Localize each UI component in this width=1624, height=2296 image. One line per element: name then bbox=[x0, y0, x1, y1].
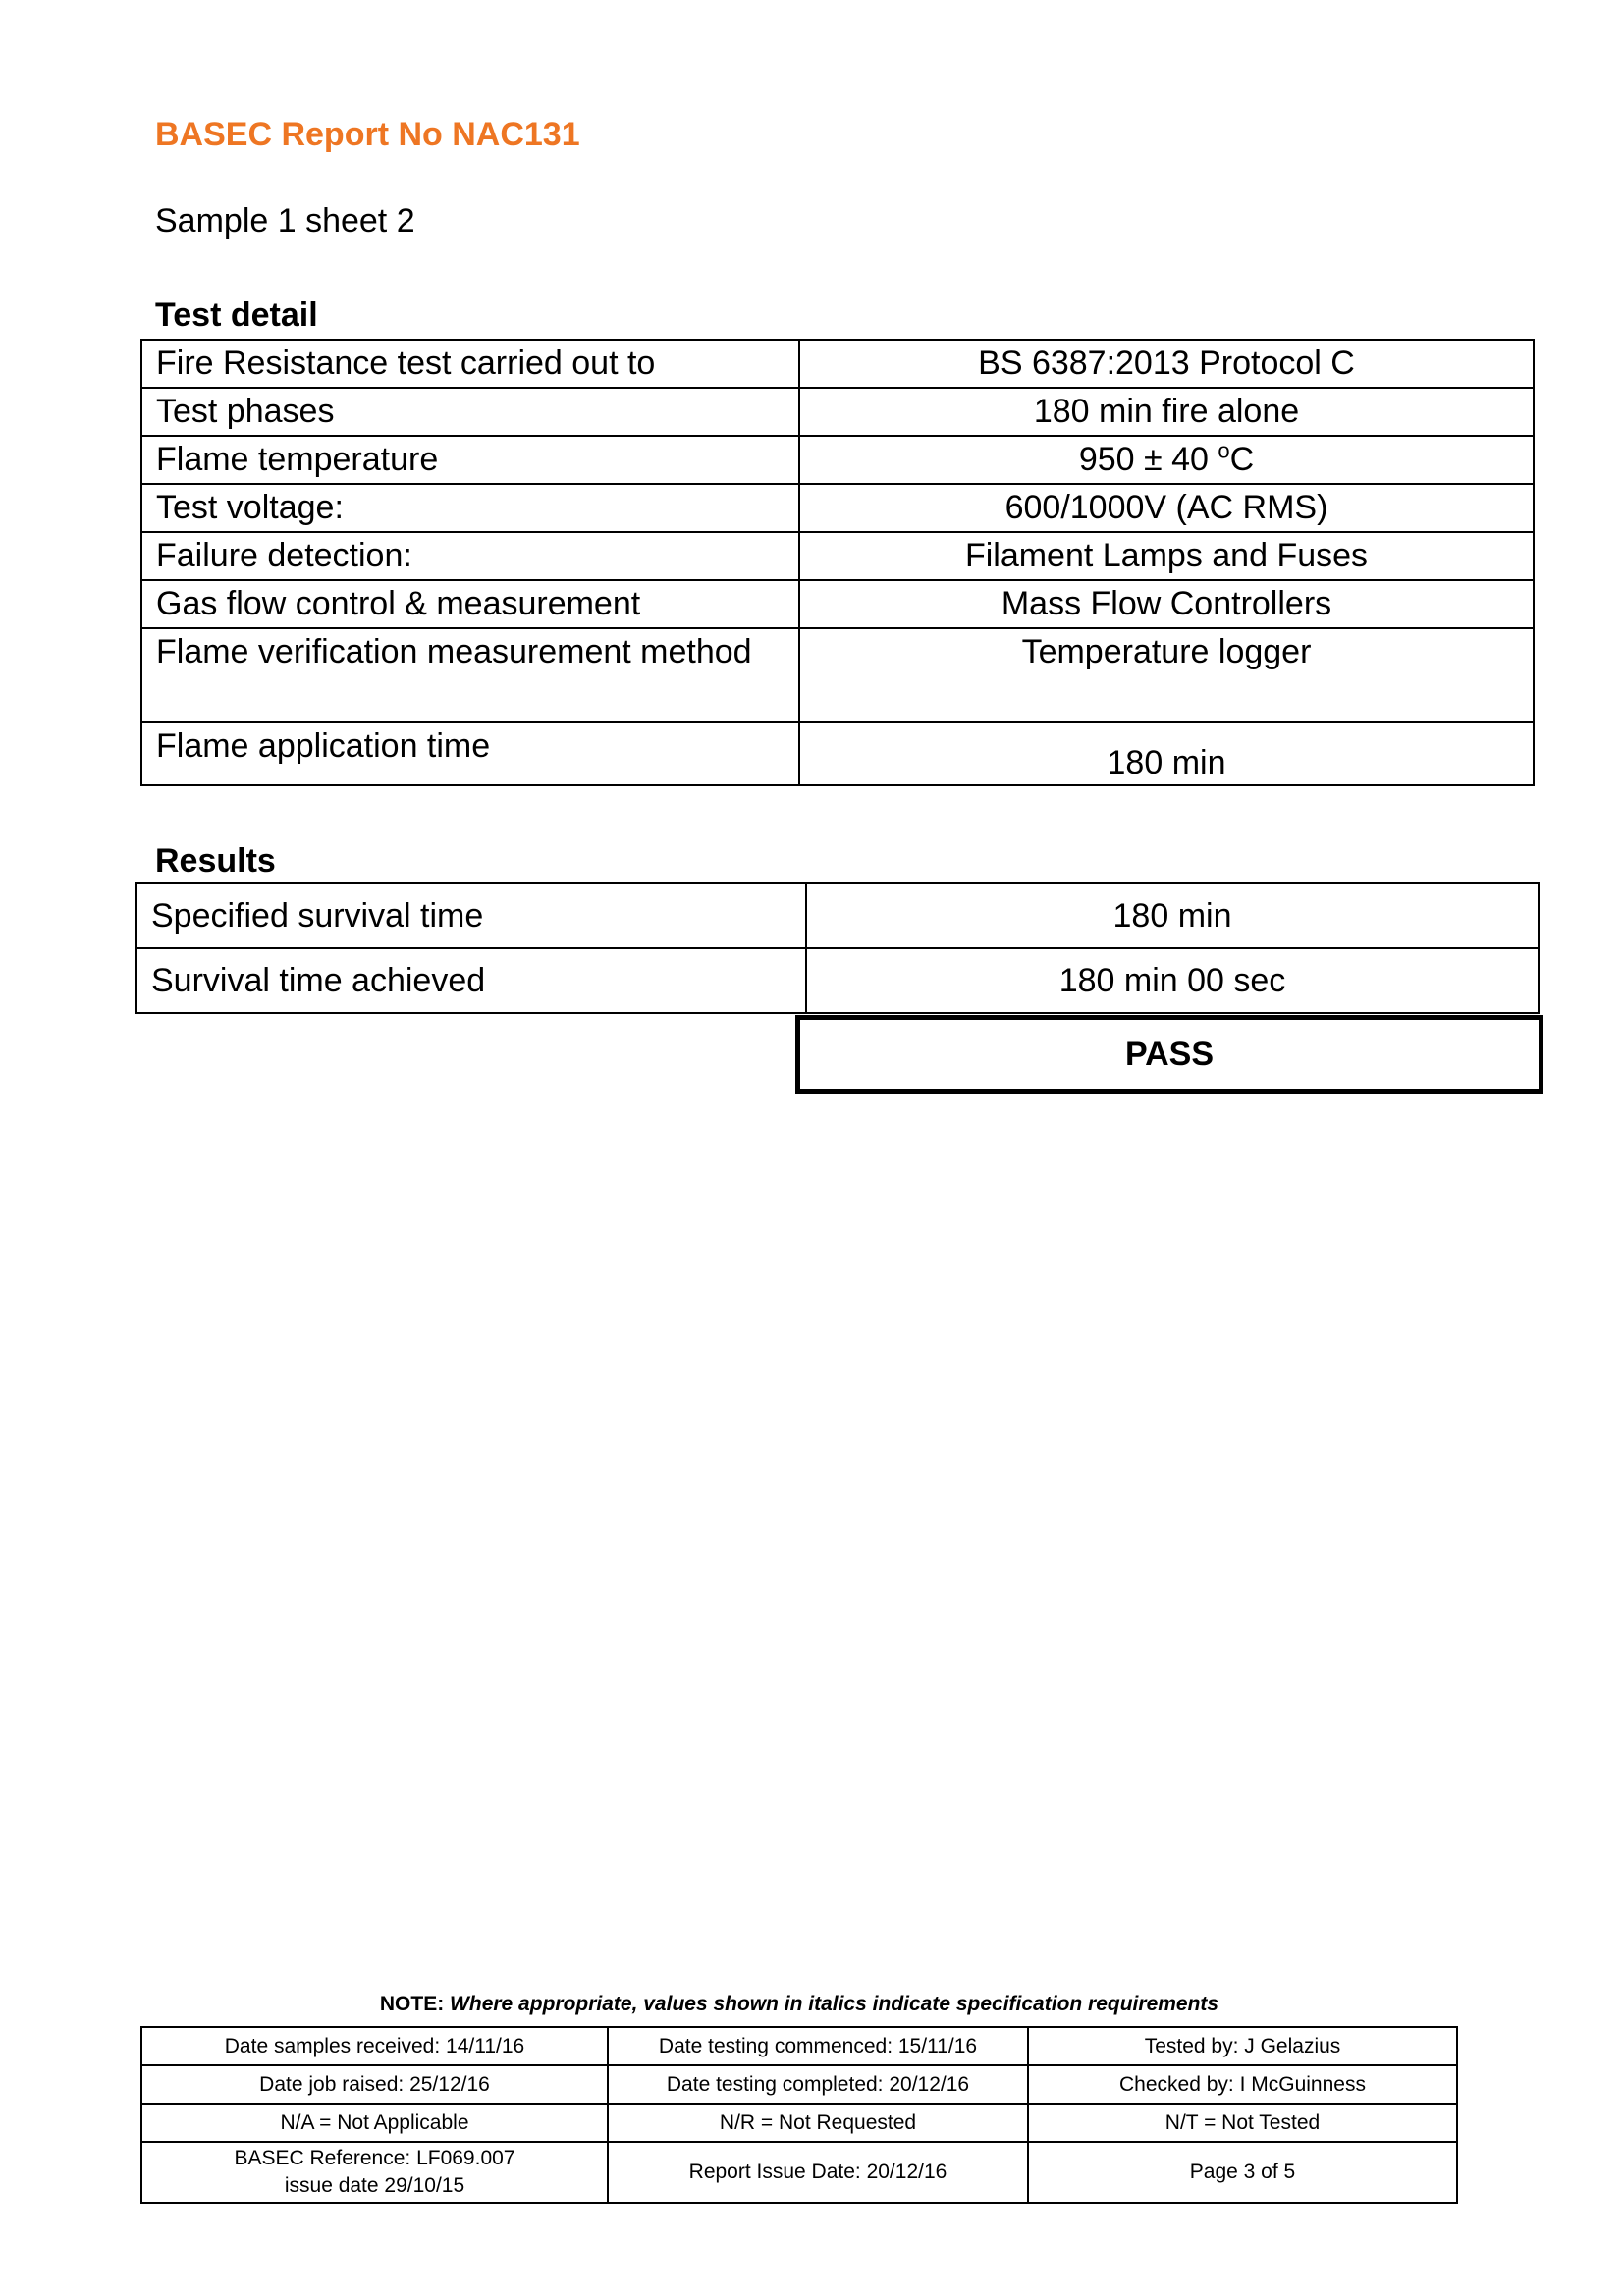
table-row bbox=[141, 628, 1534, 722]
results-heading: Results bbox=[155, 842, 276, 880]
test-detail-table bbox=[140, 339, 1535, 786]
flame-temp-unit: C bbox=[1229, 441, 1255, 478]
basec-issue-date: issue date 29/10/15 bbox=[284, 2174, 465, 2197]
table-row bbox=[141, 2027, 1457, 2065]
table-row bbox=[141, 2104, 1457, 2142]
table-row bbox=[141, 2142, 1457, 2203]
footer-cell: N/A = Not Applicable bbox=[141, 2104, 608, 2142]
sample-subtitle: Sample 1 sheet 2 bbox=[155, 202, 415, 240]
table-row bbox=[141, 388, 1534, 436]
note-label: NOTE: bbox=[379, 1993, 445, 2015]
note-text: Where appropriate, values shown in italics indicate specification requirements bbox=[450, 1993, 1219, 2015]
row-label: Flame verification measurement method bbox=[141, 628, 799, 722]
footer-cell: Date testing commenced: 15/11/16 bbox=[608, 2027, 1028, 2065]
row-value: 180 min fire alone bbox=[799, 388, 1534, 436]
row-label: Test phases bbox=[141, 388, 799, 436]
table-row bbox=[141, 436, 1534, 484]
table-row bbox=[136, 948, 1539, 1013]
row-value: BS 6387:2013 Protocol C bbox=[799, 340, 1534, 388]
row-label: Flame application time bbox=[141, 722, 799, 785]
row-label: Specified survival time bbox=[136, 883, 806, 948]
footer-cell: N/T = Not Tested bbox=[1028, 2104, 1457, 2142]
row-label: Gas flow control & measurement bbox=[141, 580, 799, 628]
row-label: Fire Resistance test carried out to bbox=[141, 340, 799, 388]
table-row bbox=[141, 532, 1534, 580]
row-label: Flame temperature bbox=[141, 436, 799, 484]
table-row bbox=[141, 340, 1534, 388]
results-table bbox=[135, 882, 1540, 1014]
report-issue-date: Report Issue Date: 20/12/16 bbox=[608, 2142, 1028, 2203]
table-row bbox=[136, 883, 1539, 948]
flame-temp-value: 950 ± 40 bbox=[1078, 441, 1218, 478]
report-title: BASEC Report No NAC131 bbox=[155, 116, 580, 153]
pass-verdict-box: PASS bbox=[795, 1015, 1543, 1094]
footer-cell: Date samples received: 14/11/16 bbox=[141, 2027, 608, 2065]
basec-reference: BASEC Reference: LF069.007 bbox=[234, 2147, 515, 2169]
row-label: Test voltage: bbox=[141, 484, 799, 532]
footer-cell: Date testing completed: 20/12/16 bbox=[608, 2065, 1028, 2104]
degree-superscript: o bbox=[1218, 438, 1230, 463]
table-row bbox=[141, 2065, 1457, 2104]
row-label: Failure detection: bbox=[141, 532, 799, 580]
row-value bbox=[799, 436, 1534, 484]
test-detail-heading: Test detail bbox=[155, 296, 318, 334]
row-value: Filament Lamps and Fuses bbox=[799, 532, 1534, 580]
table-row bbox=[141, 580, 1534, 628]
page-number: Page 3 of 5 bbox=[1028, 2142, 1457, 2203]
row-value: 600/1000V (AC RMS) bbox=[799, 484, 1534, 532]
footer-cell: Date job raised: 25/12/16 bbox=[141, 2065, 608, 2104]
footer-cell: Tested by: J Gelazius bbox=[1028, 2027, 1457, 2065]
row-value: Temperature logger bbox=[799, 628, 1534, 722]
footer-cell: N/R = Not Requested bbox=[608, 2104, 1028, 2142]
table-row bbox=[141, 722, 1534, 785]
row-value: 180 min bbox=[806, 883, 1539, 948]
footer-note bbox=[140, 1993, 1458, 2016]
row-value: Mass Flow Controllers bbox=[799, 580, 1534, 628]
row-value: 180 min 00 sec bbox=[806, 948, 1539, 1013]
table-row bbox=[141, 484, 1534, 532]
row-label: Survival time achieved bbox=[136, 948, 806, 1013]
footer-table bbox=[140, 2026, 1458, 2204]
basec-reference-cell bbox=[141, 2142, 608, 2203]
row-value: 180 min bbox=[799, 722, 1534, 785]
footer-cell: Checked by: I McGuinness bbox=[1028, 2065, 1457, 2104]
